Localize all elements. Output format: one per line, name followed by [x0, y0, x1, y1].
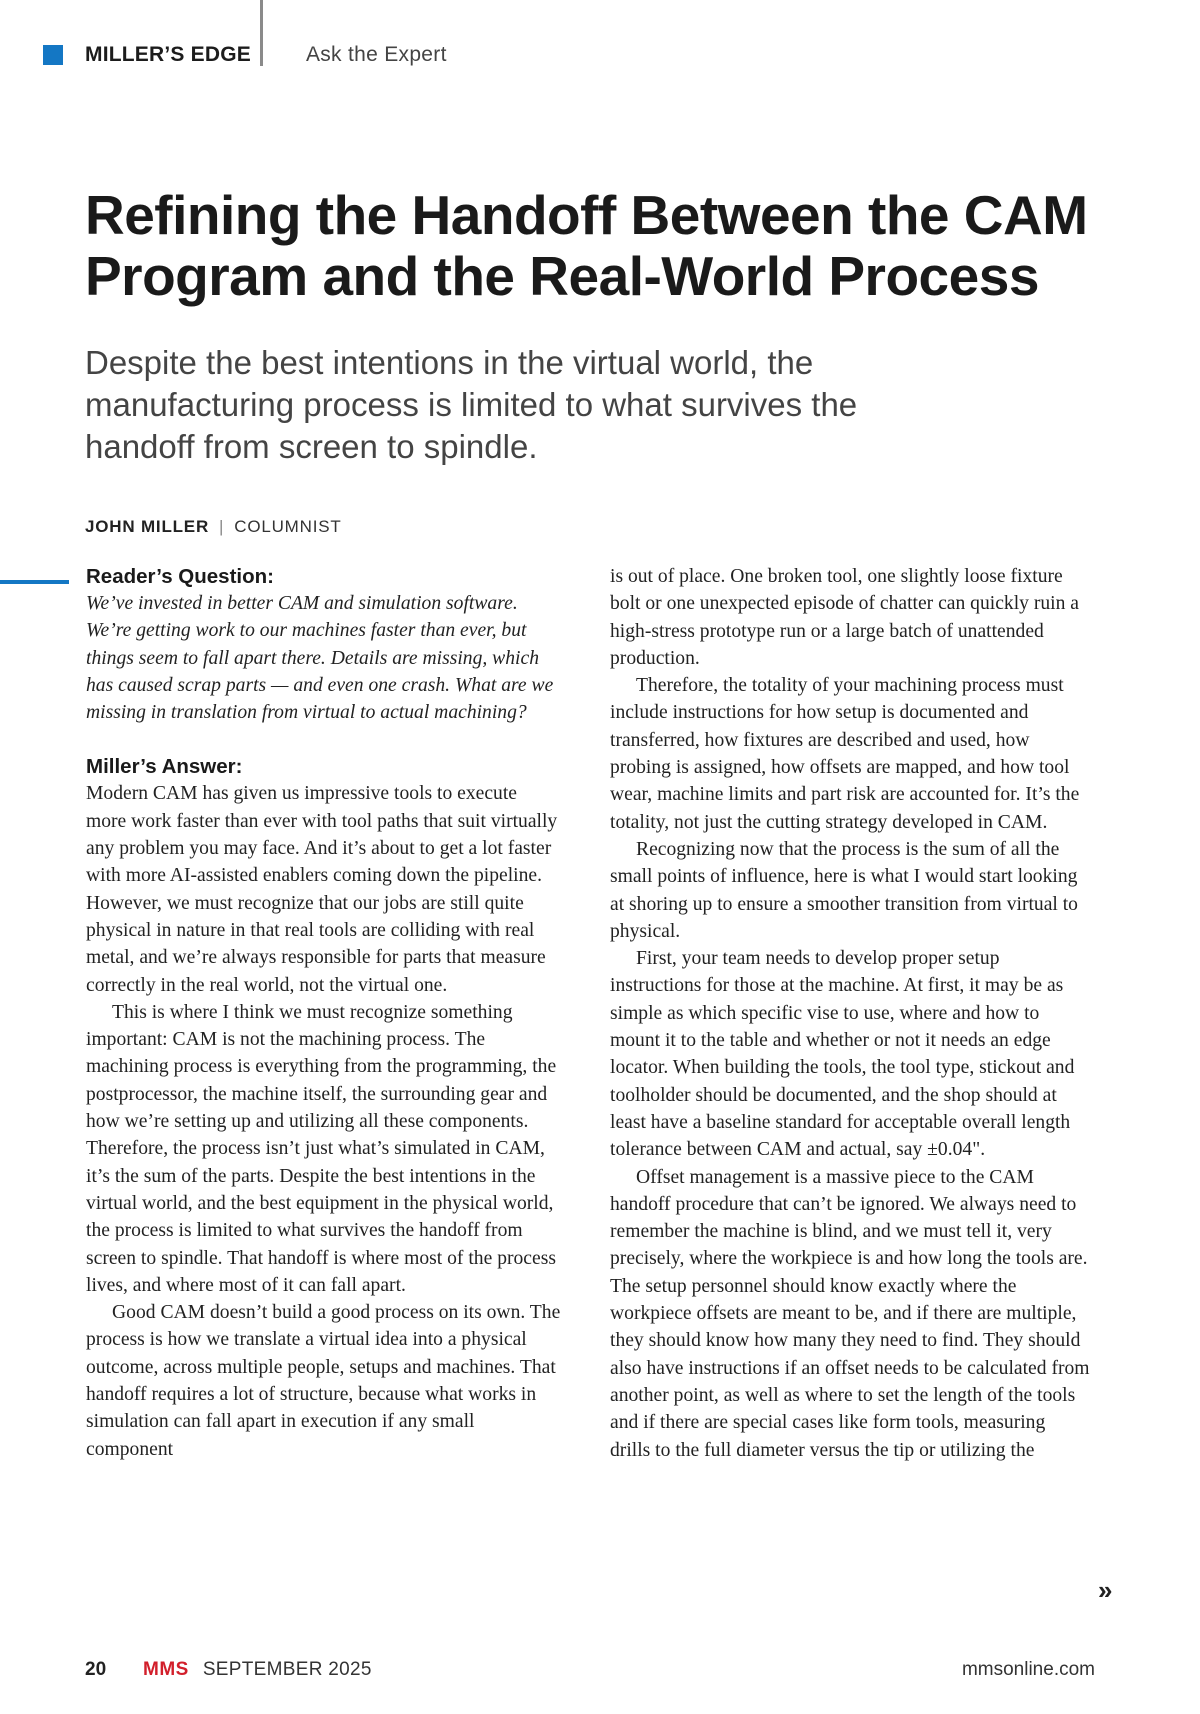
continue-arrow-icon: » [1098, 1575, 1113, 1605]
byline-separator: | [219, 517, 225, 536]
author-role: COLUMNIST [234, 517, 342, 536]
header-divider [260, 0, 263, 66]
byline [85, 517, 342, 537]
right-column [610, 563, 1090, 1464]
body-paragraph: Good CAM doesn’t build a good process on its own. The process is how we translate a virtual idea into a physical outcome, across multiple people, setups and machines. That handoff requires a lot of structure, because what works in simulation can fall apart in execution if any small component [86, 1302, 561, 1460]
body-paragraph: Offset management is a massive piece to the CAM handoff procedure that can’t be ignored. We always need to remember the machine is blind, and we must tell it, very precisely, where the workpiece is and how long the tools are. The setup personnel should know exactly where the workpiece offsets are meant to be, and if there are multiple, they should know how many they need to find. They should also have instructions if an offset needs to be calculated from another point, as well as where to set the length of the tools and if there are special cases like form tools, measuring drills to the full diameter versus the tip or utilizing the [610, 1166, 1090, 1461]
body-paragraph: Therefore, the totality of your machining process must include instructions for how setup is documented and transferred, how fixtures are described and used, how probing is assigned, how offsets are mapped, and how tool wear, machine limits and part risk are accounted for. It’s the totality, not just the cutting strategy developed in CAM. [610, 675, 1080, 833]
accent-rule [0, 580, 69, 584]
body-paragraph: is out of place. One broken tool, one slightly loose fixture bolt or one unexpected episode of chatter can quickly ruin a high-stress prototype run or a large batch of unattended production. [610, 566, 1079, 669]
section-topic: Ask the Expert [305, 43, 447, 66]
section-marker-square [43, 45, 63, 65]
body-paragraph: Modern CAM has given us impressive tools to execute more work faster than ever with tool paths that suit virtually any problem you may face. And it’s about to get a lot faster with more AI-assisted enablers coming down the pipeline. However, we must recognize that our jobs are still quite physical in nature in that real tools are colliding with real metal, and we’re always responsible for parts that measure correctly in the real world, not the virtual one. [86, 783, 558, 996]
article-title: Refining the Handoff Between the CAM Program and the Real-World Process [85, 184, 1088, 307]
running-header [43, 40, 447, 70]
page-footer [85, 1655, 1095, 1685]
body-paragraph: First, your team needs to develop proper setup instructions for those at the machine. At first, it may be as simple as which specific vise to use, where and how to mount it to the table and whether or not it needs an edge locator. When building the tools, the tool type, stickout and toolholder should be documented, and the shop should at least have a baseline standard for acceptable overall length tolerance between CAM and actual, say ±0.04". [610, 948, 1075, 1161]
reader-question: We’ve invested in better CAM and simulation software. We’re getting work to our machines faster than ever, but things seem to fall apart there. Details are missing, which has caused scrap parts — and even one crash. What are we missing in translation from virtual to actual machining? [86, 593, 554, 724]
author-name: JOHN MILLER [85, 517, 210, 536]
answer-heading: Miller’s Answer: [86, 755, 243, 779]
left-column [86, 563, 561, 1463]
question-heading: Reader’s Question: [86, 565, 274, 588]
issue-date: SEPTEMBER 2025 [202, 1659, 372, 1680]
magazine-logo: MMS [143, 1659, 189, 1680]
body-paragraph: This is where I think we must recognize something important: CAM is not the machining process. The machining process is everything from the programming, the postprocessor, the machine itself, the surrounding gear and how we’re setting up and utilizing all these components. Therefore, the process isn’t just what’s simulated in CAM, it’s the sum of the parts. Despite the best intentions in the virtual world, and the best equipment in the physical world, the process is limited to what survives the handoff from screen to spindle. That handoff is where most of the process lives, and where most of it can fall apart. [86, 1001, 557, 1296]
website-url: mmsonline.com [961, 1659, 1095, 1680]
section-name: MILLER’S EDGE [85, 43, 251, 66]
page-number: 20 [85, 1659, 107, 1680]
body-paragraph: Recognizing now that the process is the sum of all the small points of influence, here is what I would start looking at shoring up to ensure a smoother transition from virtual to physical. [610, 838, 1078, 942]
article-deck: Despite the best intentions in the virtual world, the manufacturing process is limited to what survives the handoff from screen to spindle. [85, 344, 858, 465]
